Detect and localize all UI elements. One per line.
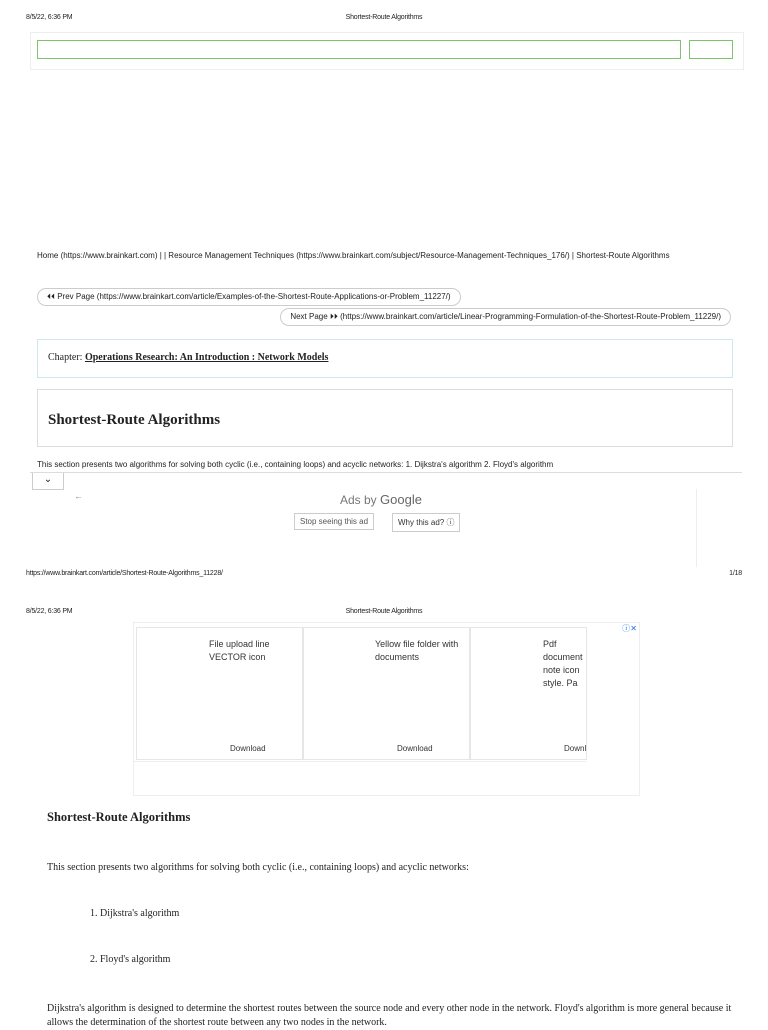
ad-card[interactable]: [470, 627, 587, 760]
ad-card[interactable]: [303, 627, 470, 760]
chapter-prefix: Chapter:: [48, 352, 83, 363]
ad-card-text: File upload line VECTOR icon: [209, 639, 270, 662]
next-page-button[interactable]: Next Page ⏵⏵ (https://www.brainkart.com/article/Linear-Programming-Formulation-of-the-Shortest-Route-Problem_11229/): [280, 308, 731, 326]
chapter-link[interactable]: Operations Research: An Introduction : Network Models: [84, 352, 329, 363]
footer-page-number: 1/18: [729, 570, 742, 577]
print-datetime: 8/5/22, 6:36 PM: [26, 14, 73, 21]
ad-download-button[interactable]: Download: [397, 744, 433, 753]
breadcrumb[interactable]: Home (https://www.brainkart.com) | | Resource Management Techniques (https://www.brainkart.com/subject/Resource-Management-Techniques_176/) | Shortest-Route Algorithms: [37, 251, 670, 260]
ad-region: [30, 472, 742, 568]
ads-by-label: Ads by: [340, 493, 377, 507]
ad-card-text: Pdf document note icon style. Pa: [543, 639, 583, 688]
ad-card[interactable]: [136, 627, 303, 760]
google-logo: Google: [380, 492, 422, 507]
article-summary: This section presents two algorithms for solving both cyclic (i.e., containing loops) and acyclic networks: 1. Dijkstra's algorithm 2. Floyd's algorithm: [37, 460, 554, 469]
article-title-box: [37, 389, 733, 447]
stop-seeing-ad-button[interactable]: Stop seeing this ad: [294, 513, 374, 530]
prev-page-button[interactable]: ⏴⏴ Prev Page (https://www.brainkart.com/article/Examples-of-the-Shortest-Route-Applications-or-Problem_11227/): [37, 288, 461, 306]
collapse-chevron-icon[interactable]: ⌄: [32, 473, 64, 490]
ad-download-button[interactable]: Downl: [564, 744, 587, 753]
article-title: Shortest-Route Algorithms: [48, 412, 221, 428]
section-intro: This section presents two algorithms for solving both cyclic (i.e., containing loops) and acyclic networks:: [47, 862, 469, 873]
why-this-ad-button[interactable]: Why this ad? ⓘ: [392, 513, 460, 532]
print-datetime-page2: 8/5/22, 6:36 PM: [26, 608, 73, 615]
search-input[interactable]: [37, 40, 681, 59]
chapter-box: [37, 339, 733, 378]
section-body: Dijkstra's algorithm is designed to determine the shortest routes between the source node and every other node in the network. Floyd's algorithm is more general because it allows the determination of the shortest route between any two nodes in the network.: [47, 1003, 732, 1028]
back-arrow-icon[interactable]: ←: [74, 491, 83, 501]
search-button[interactable]: [689, 40, 733, 59]
ad-download-button[interactable]: Download: [230, 744, 266, 753]
search-bar-container: [30, 32, 744, 70]
list-item-floyd: 2. Floyd's algorithm: [90, 954, 171, 965]
list-item-dijkstra: 1. Dijkstra's algorithm: [90, 908, 180, 919]
ad-cards-container: [133, 622, 640, 796]
ad-choices-icon[interactable]: ⓘ✕: [622, 624, 637, 633]
section-heading: Shortest-Route Algorithms: [47, 810, 191, 824]
print-title: Shortest-Route Algorithms: [345, 14, 423, 21]
print-title-page2: Shortest-Route Algorithms: [345, 608, 423, 615]
ad-card-text: Yellow file folder with documents: [375, 639, 459, 662]
footer-url: https://www.brainkart.com/article/Shortest-Route-Algorithms_11228/: [26, 570, 223, 577]
